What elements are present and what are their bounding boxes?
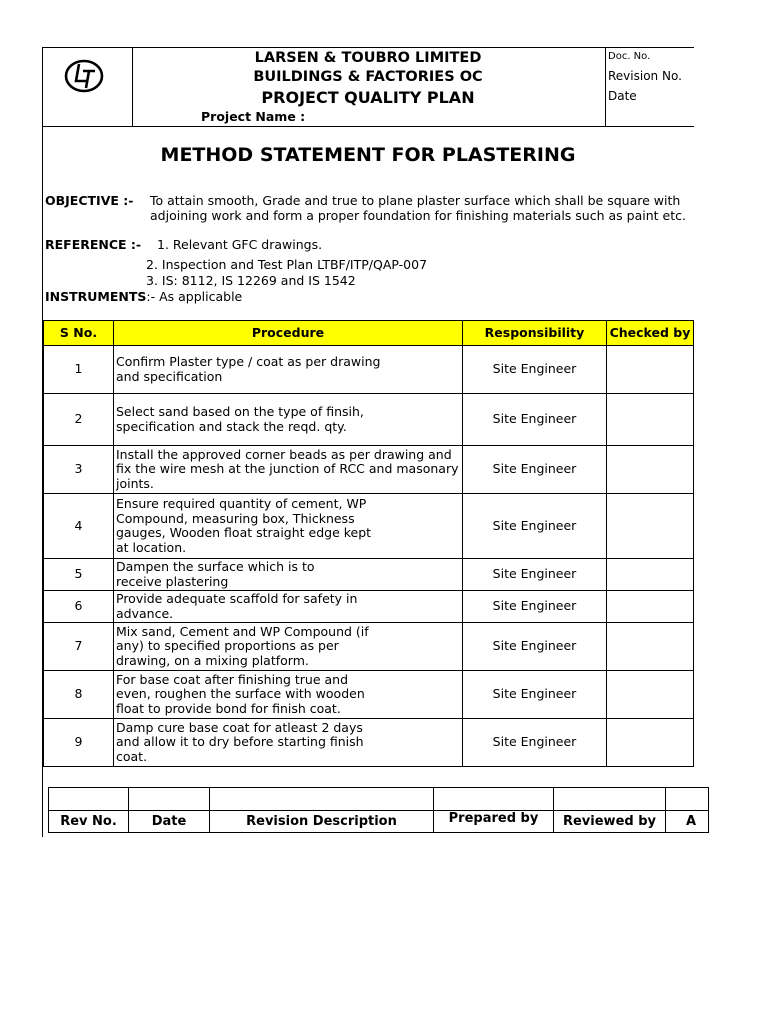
- procedure-line: Provide adequate scaffold for safety in: [116, 591, 358, 606]
- row-sno: 7: [44, 623, 114, 671]
- row-procedure: [114, 346, 463, 394]
- header-procedure: Procedure: [114, 321, 463, 346]
- instruments-value: :- As applicable: [146, 289, 243, 304]
- reference-item-1: 1. Relevant GFC drawings.: [157, 237, 323, 252]
- procedure-line: coat.: [116, 748, 148, 764]
- procedure-line: advance.: [116, 605, 174, 621]
- rev-reviewed-header: Reviewed by: [554, 811, 666, 833]
- procedure-line: and specification: [116, 368, 223, 384]
- revision-blank-row: [49, 788, 709, 811]
- table-row: [44, 719, 694, 767]
- procedure-line: drawing, on a mixing platform.: [116, 652, 309, 668]
- rev-date-header: Date: [129, 811, 210, 833]
- reference-label: REFERENCE :-: [45, 237, 142, 252]
- revision-header-row: [49, 811, 709, 833]
- table-row: [44, 591, 694, 623]
- document-title: METHOD STATEMENT FOR PLASTERING: [160, 144, 576, 166]
- table-row: [44, 623, 694, 671]
- table-row: [44, 671, 694, 719]
- row-sno: 5: [44, 559, 114, 591]
- rev-no-header: Rev No.: [49, 811, 129, 833]
- row-sno: 1: [44, 346, 114, 394]
- row-sno: 3: [44, 446, 114, 494]
- row-procedure: [114, 559, 463, 591]
- instruments-label: INSTRUMENTS: [45, 289, 147, 304]
- procedure-line: gauges, Wooden float straight edge kept: [116, 525, 372, 540]
- meta-cell-divider: [605, 47, 606, 126]
- procedure-line: at location.: [116, 539, 187, 555]
- procedure-line: Confirm Plaster type / coat as per drawing: [116, 354, 381, 369]
- row-responsibility: Site Engineer: [463, 394, 607, 446]
- project-name-label: Project Name :: [201, 109, 306, 124]
- table-row: [44, 394, 694, 446]
- objective-line-1: To attain smooth, Grade and true to plane plaster surface which shall be square with: [150, 193, 681, 208]
- row-responsibility: Site Engineer: [463, 446, 607, 494]
- objective-label: OBJECTIVE :-: [45, 193, 134, 208]
- procedure-header-row: [44, 321, 694, 346]
- procedure-line: fix the wire mesh at the junction of RCC and masonary: [116, 461, 459, 477]
- row-sno: 9: [44, 719, 114, 767]
- table-row: [44, 446, 694, 494]
- reference-item-3: 3. IS: 8112, IS 12269 and IS 1542: [146, 273, 356, 288]
- header-bottom-border: [42, 126, 694, 127]
- procedure-line: and allow it to dry before starting finish: [116, 734, 364, 750]
- row-procedure: [114, 394, 463, 446]
- row-procedure: [114, 623, 463, 671]
- date-label: Date: [608, 89, 637, 103]
- lt-logo-icon: [64, 59, 104, 93]
- procedure-line: Ensure required quantity of cement, WP: [116, 496, 367, 511]
- procedure-line: Compound, measuring box, Thickness: [116, 510, 355, 526]
- procedure-line: receive plastering: [116, 573, 229, 589]
- procedure-line: Select sand based on the type of finsih,: [116, 404, 364, 419]
- revision-cell[interactable]: [554, 788, 666, 811]
- procedure-line: any) to specified proportions as per: [116, 638, 339, 654]
- row-checked-by[interactable]: [607, 591, 694, 623]
- procedure-line: joints.: [116, 475, 154, 491]
- rev-approved-header: A: [666, 811, 709, 833]
- row-checked-by[interactable]: [607, 394, 694, 446]
- row-checked-by[interactable]: [607, 719, 694, 767]
- row-responsibility: Site Engineer: [463, 494, 607, 559]
- procedure-line: Dampen the surface which is to: [116, 559, 315, 574]
- doc-no-label: Doc. No.: [608, 51, 651, 62]
- row-sno: 8: [44, 671, 114, 719]
- procedure-line: Damp cure base coat for atleast 2 days: [116, 719, 363, 735]
- table-row: [44, 346, 694, 394]
- procedure-line: Mix sand, Cement and WP Compound (if: [116, 623, 369, 639]
- row-procedure: [114, 719, 463, 767]
- revision-cell[interactable]: [666, 788, 709, 811]
- table-row: [44, 494, 694, 559]
- revision-no-label: Revision No.: [608, 69, 682, 83]
- revision-cell[interactable]: [434, 788, 554, 811]
- row-responsibility: Site Engineer: [463, 346, 607, 394]
- header-top-border: [42, 47, 694, 48]
- rev-description-header: Revision Description: [210, 811, 434, 833]
- objective-line-2: adjoining work and form a proper foundation for finishing materials such as paint etc.: [150, 208, 686, 223]
- procedure-line: Install the approved corner beads as per drawing and: [116, 446, 452, 462]
- rev-prepared-header: Prepared by: [434, 811, 554, 833]
- revision-cell[interactable]: [49, 788, 129, 811]
- instruments-line: [45, 289, 242, 304]
- plan-title: PROJECT QUALITY PLAN: [261, 88, 475, 107]
- header-checked-by: Checked by: [607, 321, 694, 346]
- table-row: [44, 559, 694, 591]
- company-name: LARSEN & TOUBRO LIMITED: [254, 50, 482, 66]
- row-sno: 4: [44, 494, 114, 559]
- revision-cell[interactable]: [129, 788, 210, 811]
- row-responsibility: Site Engineer: [463, 559, 607, 591]
- procedure-line: specification and stack the reqd. qty.: [116, 418, 347, 434]
- row-checked-by[interactable]: [607, 623, 694, 671]
- row-responsibility: Site Engineer: [463, 591, 607, 623]
- procedure-line: even, roughen the surface with wooden: [116, 686, 365, 702]
- row-checked-by[interactable]: [607, 494, 694, 559]
- revision-cell[interactable]: [210, 788, 434, 811]
- row-responsibility: Site Engineer: [463, 719, 607, 767]
- row-procedure: [114, 671, 463, 719]
- procedure-line: For base coat after finishing true and: [116, 671, 349, 687]
- header-responsibility: Responsibility: [463, 321, 607, 346]
- procedure-table: [43, 320, 694, 767]
- reference-item-2: 2. Inspection and Test Plan LTBF/ITP/QAP-007: [146, 257, 428, 272]
- revision-table: [48, 787, 709, 833]
- division-name: BUILDINGS & FACTORIES OC: [253, 69, 483, 85]
- row-checked-by[interactable]: [607, 446, 694, 494]
- row-procedure: [114, 591, 463, 623]
- row-sno: 2: [44, 394, 114, 446]
- row-checked-by[interactable]: [607, 559, 694, 591]
- row-procedure: [114, 446, 463, 494]
- procedure-line: float to provide bond for finish coat.: [116, 700, 341, 716]
- row-responsibility: Site Engineer: [463, 623, 607, 671]
- row-procedure: [114, 494, 463, 559]
- header-sno: S No.: [44, 321, 114, 346]
- row-sno: 6: [44, 591, 114, 623]
- row-checked-by[interactable]: [607, 346, 694, 394]
- row-checked-by[interactable]: [607, 671, 694, 719]
- row-responsibility: Site Engineer: [463, 671, 607, 719]
